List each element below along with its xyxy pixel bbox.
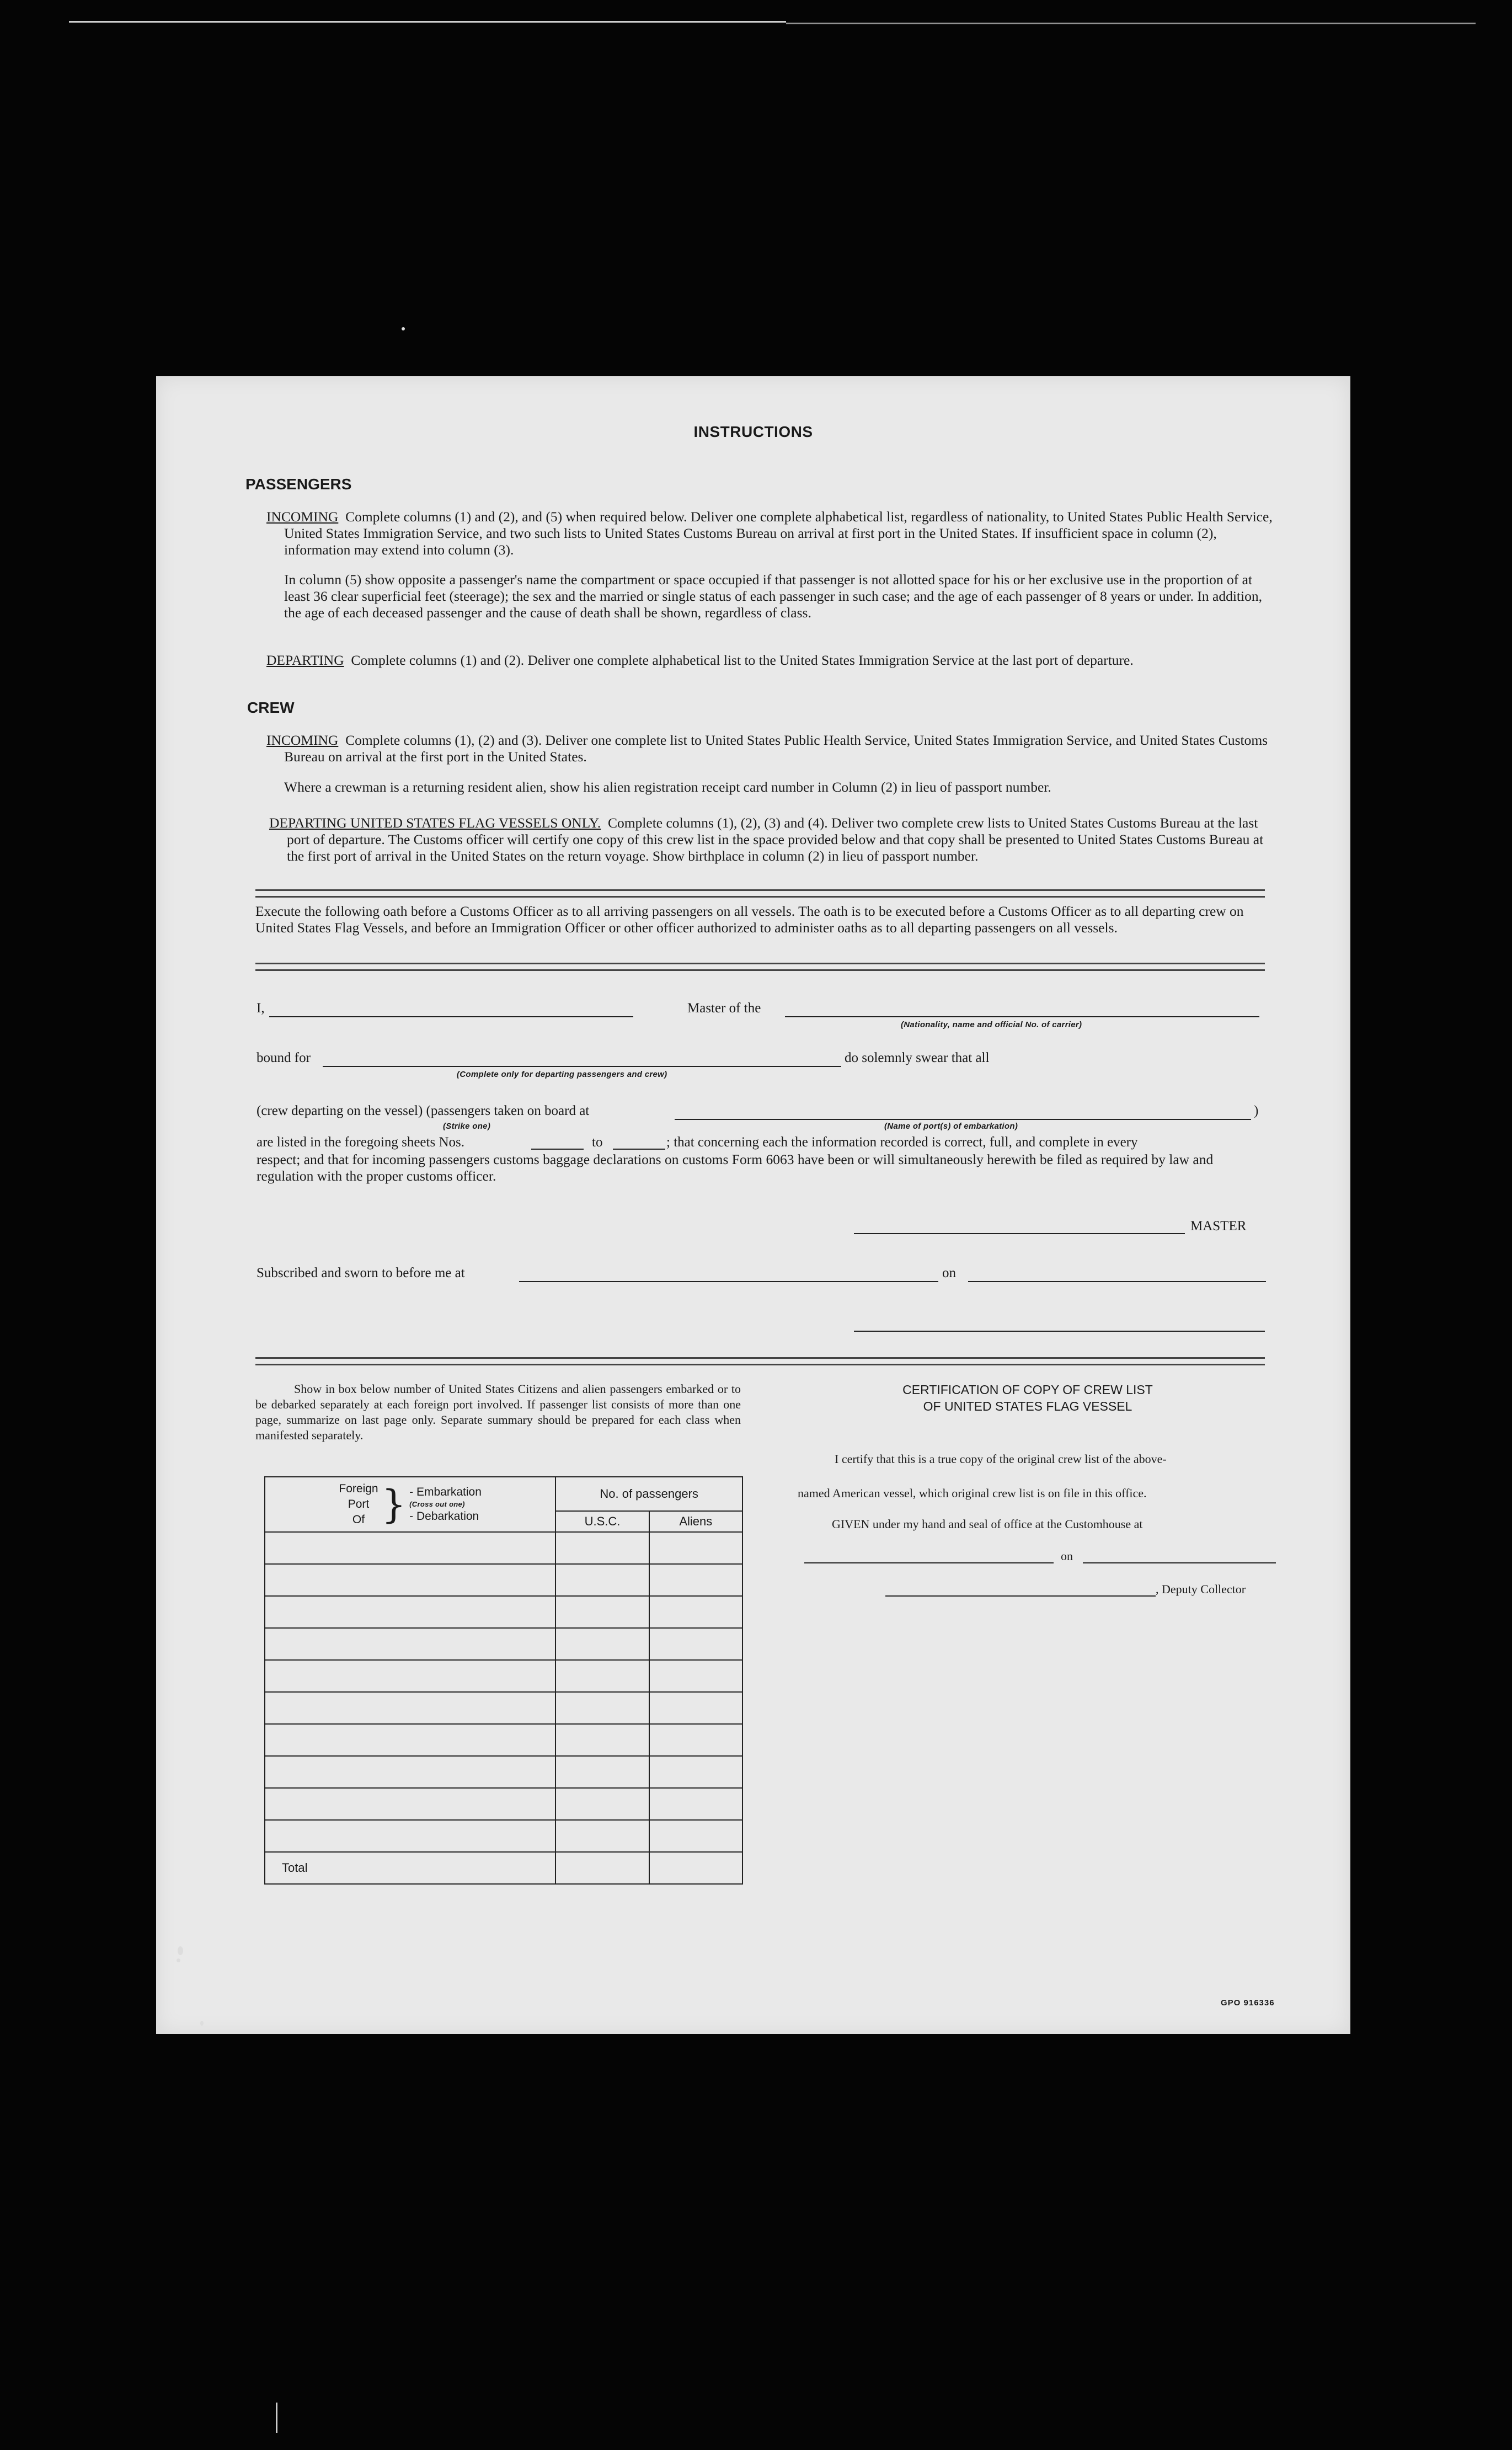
crew-incoming-text: Complete columns (1), (2) and (3). Deliver one complete list to United States Public Health Service, United States Immigration Service, and United States Customs Bureau on arrival at the first port in the United States. xyxy=(284,732,1268,765)
port-word-port: Port xyxy=(348,1498,370,1510)
aliens-cell[interactable] xyxy=(649,1660,742,1692)
master-label: MASTER xyxy=(1190,1219,1247,1234)
section-divider xyxy=(255,963,1265,971)
to-label: to xyxy=(592,1135,603,1150)
passengers-departing-paragraph xyxy=(266,652,1283,669)
usc-cell[interactable] xyxy=(555,1820,649,1852)
table-row xyxy=(265,1660,742,1692)
embarkation-port-field[interactable] xyxy=(675,1119,1251,1120)
sworn-place-field[interactable] xyxy=(519,1281,938,1282)
page-title: INSTRUCTIONS xyxy=(693,423,813,440)
nationality-caption: (Nationality, name and official No. of carrier) xyxy=(901,1020,1082,1029)
do-solemnly-label: do solemnly swear that all xyxy=(845,1050,990,1065)
port-cell[interactable] xyxy=(265,1820,555,1852)
cross-out-caption: (Cross out one) xyxy=(409,1500,465,1508)
certify-date-field[interactable] xyxy=(1083,1562,1276,1563)
aliens-cell[interactable] xyxy=(649,1532,742,1564)
aliens-total-cell[interactable] xyxy=(649,1852,742,1884)
crew-incoming-paragraph xyxy=(266,732,1283,765)
section-divider xyxy=(255,1357,1265,1365)
gpo-code: GPO 916336 xyxy=(1221,1998,1275,2008)
officer-signature-field[interactable] xyxy=(854,1331,1265,1332)
master-of-label: Master of the xyxy=(687,1001,761,1016)
usc-cell[interactable] xyxy=(555,1532,649,1564)
sworn-date-field[interactable] xyxy=(968,1281,1266,1282)
film-speck xyxy=(177,1958,180,1962)
aliens-cell[interactable] xyxy=(649,1756,742,1788)
film-speck xyxy=(276,2403,277,2433)
port-header xyxy=(265,1477,555,1532)
passengers-departing-text: Complete columns (1) and (2). Deliver one complete alphabetical list to the United States Immigration Service at the last port of departure. xyxy=(351,652,1134,668)
crew-departing-label: (crew departing on the vessel) (passengers taken on board at xyxy=(257,1103,590,1118)
master-name-field[interactable] xyxy=(269,1016,633,1017)
table-row xyxy=(265,1564,742,1596)
port-cell[interactable] xyxy=(265,1756,555,1788)
carrier-field[interactable] xyxy=(785,1016,1259,1017)
usc-cell[interactable] xyxy=(555,1692,649,1724)
table-row xyxy=(265,1532,742,1564)
film-speck xyxy=(402,327,405,330)
master-signature-field[interactable] xyxy=(854,1233,1185,1234)
port-cell[interactable] xyxy=(265,1692,555,1724)
oath-instructions: Execute the following oath before a Customs Officer as to all arriving passengers on all vessels. The oath is to be executed before a Customs Officer as to all departing crew on United States Flag Vessels, and before an Immigration Officer or other officer authorized to administer oaths as to all departing passengers on all vessels. xyxy=(255,903,1244,936)
passengers-heading: PASSENGERS xyxy=(245,476,352,493)
form-page xyxy=(156,376,1350,2034)
certification-heading-2: OF UNITED STATES FLAG VESSEL xyxy=(923,1399,1132,1413)
usc-cell[interactable] xyxy=(555,1756,649,1788)
passengers-column5-paragraph: In column (5) show opposite a passenger's name the compartment or space occupied if that passenger is not allotted space for his or her exclusive use in the proportion of at least 36 clear superficial feet (steerage); the sex and the married or single status of each passenger in such case; and the age of each passenger of 8 years or under. In addition, the age of each deceased passenger and the cause of death shall be shown, regardless of class. xyxy=(284,572,1262,621)
usc-cell[interactable] xyxy=(555,1660,649,1692)
oath-i-label: I, xyxy=(257,1001,265,1016)
aliens-cell[interactable] xyxy=(649,1564,742,1596)
certification-heading xyxy=(785,1381,1270,1415)
table-row xyxy=(265,1788,742,1820)
certify-line-2: named American vessel, which original crew list is on file in this office. xyxy=(798,1486,1147,1500)
crew-resident-paragraph: Where a crewman is a returning resident alien, show his alien registration receipt card number in Column (2) in lieu of passport number. xyxy=(284,779,1051,795)
sworn-on-label: on xyxy=(942,1266,956,1280)
usc-cell[interactable] xyxy=(555,1564,649,1596)
passenger-summary-table xyxy=(264,1476,743,1885)
total-label: Total xyxy=(265,1852,555,1884)
film-edge-scratch xyxy=(69,20,1503,26)
crew-departing-label: DEPARTING UNITED STATES FLAG VESSELS ONLY. xyxy=(269,815,601,831)
film-speck xyxy=(200,2021,204,2026)
port-cell[interactable] xyxy=(265,1628,555,1660)
table-row xyxy=(265,1820,742,1852)
crew-departing-text: Complete columns (1), (2), (3) and (4). Deliver two complete crew lists to United States Customs Bureau at the last port of departure. The Customs officer will certify one copy of this crew list in the space provided below and that copy shall be presented to United States Customs Bureau at the first port of arrival in the United States on the return voyage. Show birthplace in column (2) in lieu of passport number. xyxy=(287,815,1264,864)
crew-departing-paragraph xyxy=(269,815,1283,864)
deputy-signature-field[interactable] xyxy=(885,1595,1156,1597)
table-row xyxy=(265,1596,742,1628)
port-caption: (Name of port(s) of embarkation) xyxy=(884,1122,1018,1131)
subscribed-label: Subscribed and sworn to before me at xyxy=(257,1266,465,1280)
bound-for-caption: (Complete only for departing passengers and crew) xyxy=(457,1070,667,1079)
port-cell[interactable] xyxy=(265,1788,555,1820)
usc-cell[interactable] xyxy=(555,1724,649,1756)
aliens-cell[interactable] xyxy=(649,1628,742,1660)
film-edge-scratch xyxy=(265,2415,1203,2417)
table-row xyxy=(265,1724,742,1756)
crew-heading: CREW xyxy=(247,699,295,716)
usc-cell[interactable] xyxy=(555,1596,649,1628)
film-speck xyxy=(178,1946,183,1955)
passengers-incoming-paragraph xyxy=(266,509,1283,558)
certification-heading-1: CERTIFICATION OF COPY OF CREW LIST xyxy=(902,1383,1153,1397)
port-cell[interactable] xyxy=(265,1596,555,1628)
aliens-cell[interactable] xyxy=(649,1724,742,1756)
bound-for-label: bound for xyxy=(257,1050,311,1065)
passengers-incoming-label: INCOMING xyxy=(266,509,339,525)
certify-line-1: I certify that this is a true copy of the original crew list of the above- xyxy=(835,1452,1167,1466)
port-word-of: Of xyxy=(352,1513,365,1526)
aliens-cell[interactable] xyxy=(649,1788,742,1820)
bound-for-field[interactable] xyxy=(323,1066,841,1067)
certify-line-3: GIVEN under my hand and seal of office at the Customhouse at xyxy=(832,1517,1143,1531)
table-row xyxy=(265,1756,742,1788)
no-passengers-header: No. of passengers xyxy=(555,1477,742,1511)
total-row xyxy=(265,1852,742,1884)
crew-incoming-label: INCOMING xyxy=(266,732,339,748)
passengers-incoming-text: Complete columns (1) and (2), and (5) when required below. Deliver one complete alphabetical list, regardless of nationality, to United States Public Health Service, United States Immigration Service, and two such lists to United States Customs Bureau on arrival at first port in the United States. If insufficient space in column (2), information may extend into column (3). xyxy=(284,509,1273,558)
certify-on-label: on xyxy=(1061,1549,1073,1563)
usc-cell[interactable] xyxy=(555,1628,649,1660)
usc-cell[interactable] xyxy=(555,1788,649,1820)
sheet-to-field[interactable] xyxy=(613,1149,665,1150)
usc-header: U.S.C. xyxy=(555,1511,649,1532)
port-cell[interactable] xyxy=(265,1532,555,1564)
section-divider xyxy=(255,889,1265,898)
debarkation-label: - Debarkation xyxy=(409,1510,479,1523)
port-cell[interactable] xyxy=(265,1564,555,1596)
table-row xyxy=(265,1628,742,1660)
listed-rest: respect; and that for incoming passengers customs baggage declarations on customs Form 6063 have been or will simultaneously herewith be filed as required by law and regulation with the proper customs officer. xyxy=(257,1151,1214,1184)
brace-icon: } xyxy=(381,1482,407,1527)
sheet-from-field[interactable] xyxy=(531,1149,584,1150)
close-paren: ) xyxy=(1254,1103,1259,1118)
port-cell[interactable] xyxy=(265,1724,555,1756)
usc-total-cell[interactable] xyxy=(555,1852,649,1884)
aliens-cell[interactable] xyxy=(649,1820,742,1852)
table-row xyxy=(265,1692,742,1724)
listed-continued: ; that concerning each the information recorded is correct, full, and complete in every xyxy=(666,1135,1138,1150)
embarkation-label: - Embarkation xyxy=(409,1486,482,1498)
deputy-collector-label: , Deputy Collector xyxy=(1156,1582,1246,1596)
aliens-header: Aliens xyxy=(649,1511,742,1532)
passengers-departing-label: DEPARTING xyxy=(266,652,344,668)
aliens-cell[interactable] xyxy=(649,1692,742,1724)
customhouse-field[interactable] xyxy=(804,1562,1054,1563)
strike-one-caption: (Strike one) xyxy=(443,1122,491,1131)
listed-label: are listed in the foregoing sheets Nos. xyxy=(257,1135,464,1150)
port-word-foreign: Foreign xyxy=(339,1482,378,1495)
aliens-cell[interactable] xyxy=(649,1596,742,1628)
port-cell[interactable] xyxy=(265,1660,555,1692)
summary-instructions: Show in box below number of United States Citizens and alien passengers embarked or to be debarked separately at each foreign port involved. If passenger list consists of more than one page, summarize on last page only. Separate summary should be prepared for each class when manifested separately. xyxy=(255,1382,741,1442)
